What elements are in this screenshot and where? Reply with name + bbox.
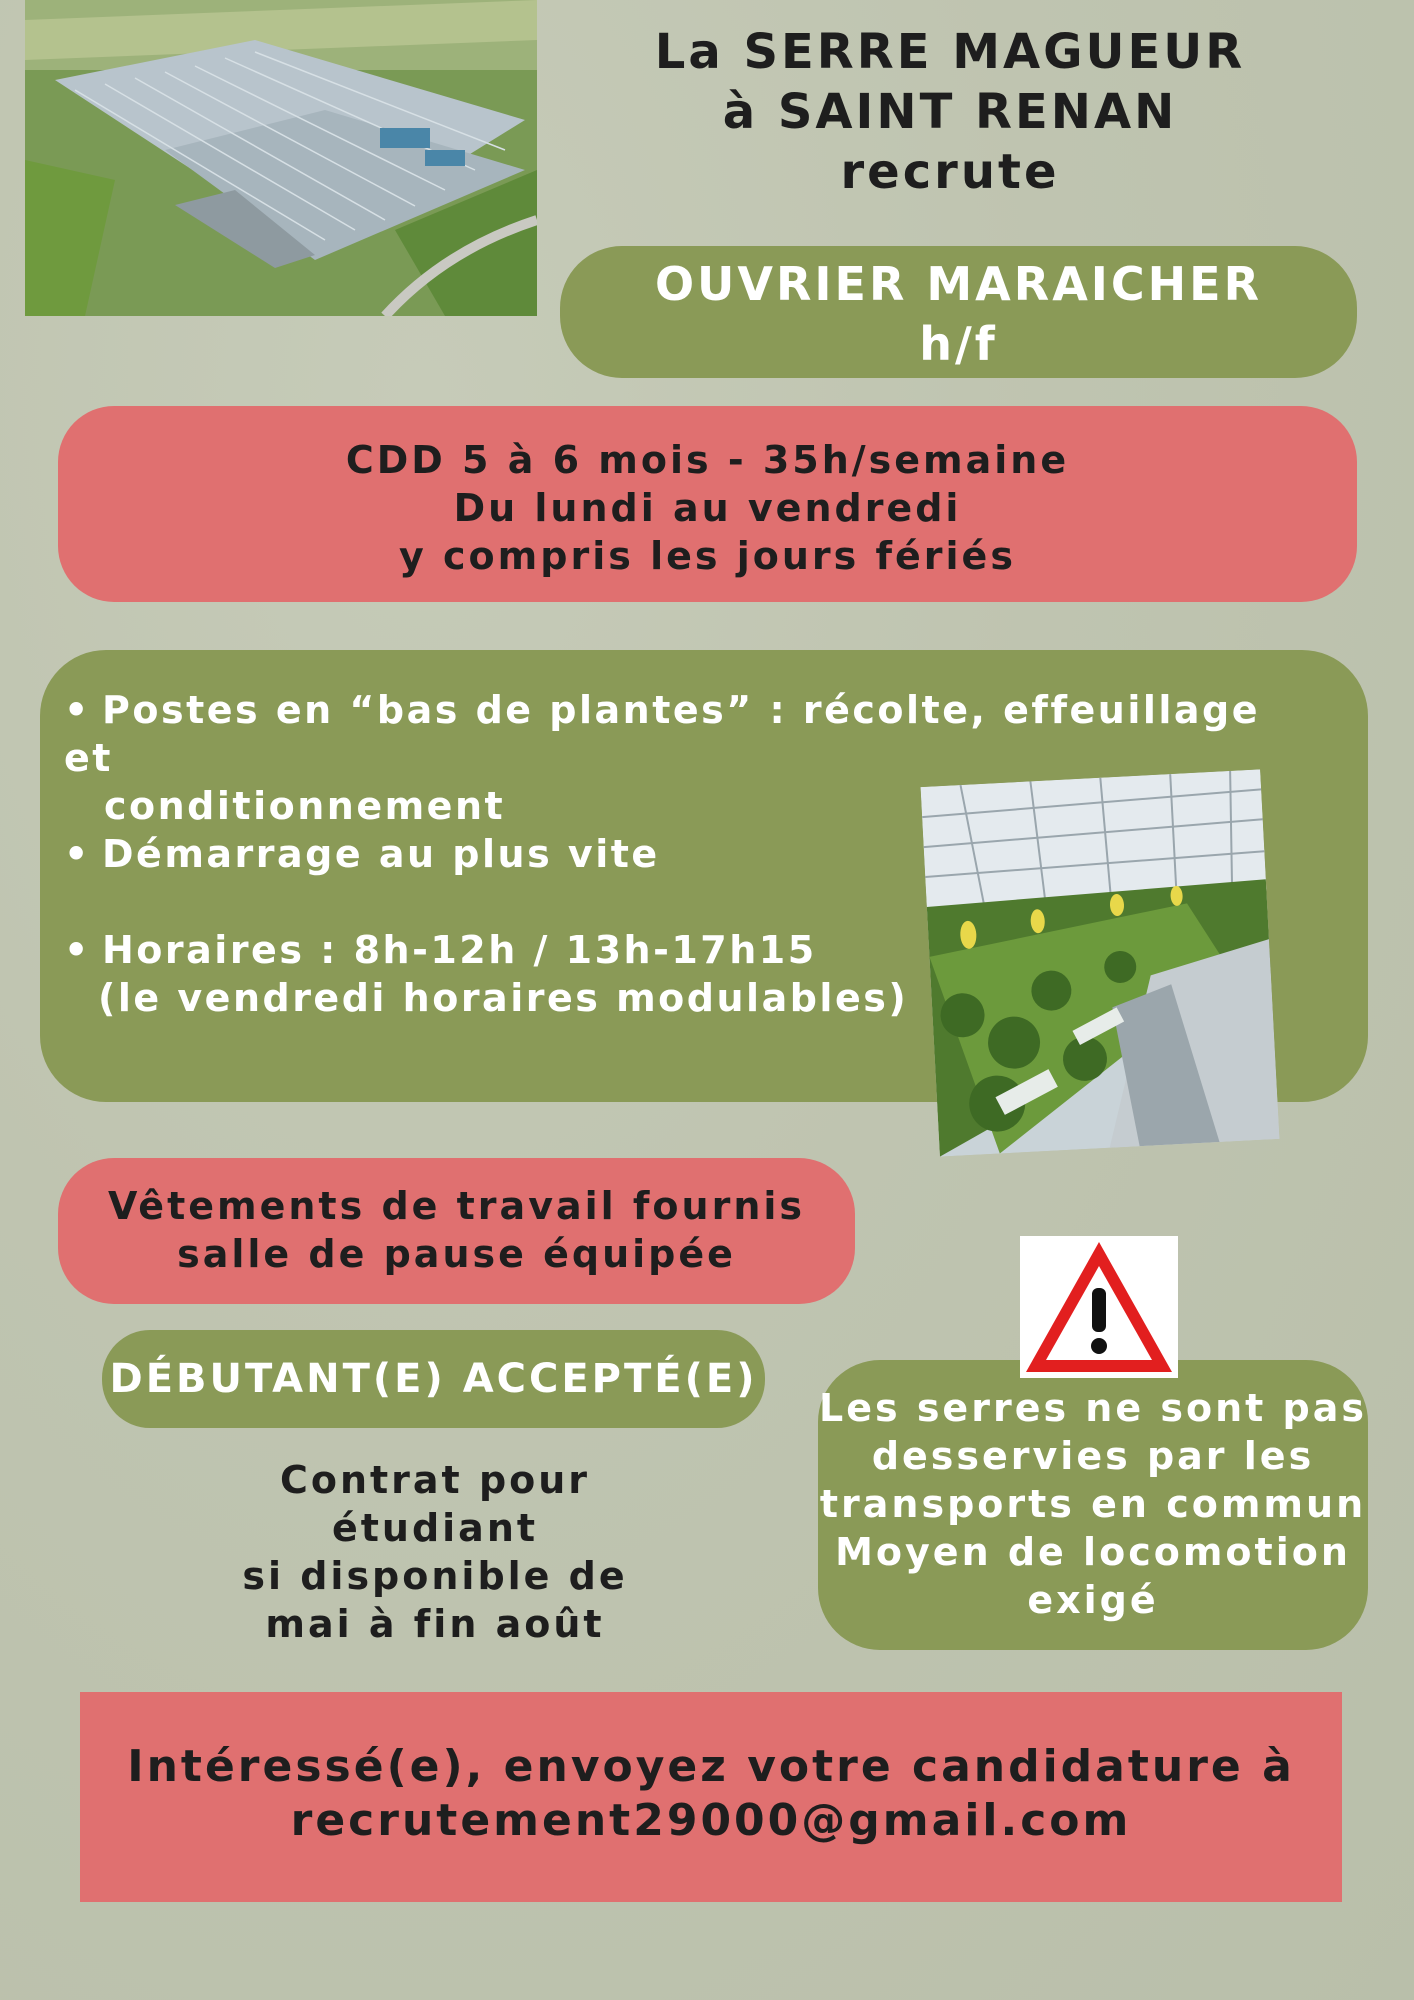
contract-holidays: y compris les jours fériés (399, 534, 1016, 578)
transport-line5: exigé (1027, 1578, 1159, 1622)
greenhouse-interior-photo (921, 769, 1280, 1156)
greenhouse-aerial-photo (25, 0, 537, 316)
student-contract-text (200, 1456, 670, 1648)
transport-warning-box (818, 1360, 1368, 1650)
perk-breakroom: salle de pause équipée (177, 1232, 736, 1276)
bullet-icon: • (64, 928, 91, 972)
heading-location: à SAINT RENAN (722, 84, 1178, 140)
detail-tasks-line2: conditionnement (104, 784, 506, 828)
job-title-pill (560, 246, 1357, 378)
student-line3: si disponible de (242, 1554, 628, 1598)
contract-days: Du lundi au vendredi (453, 486, 962, 530)
student-line4: mai à fin août (265, 1602, 605, 1646)
detail-hours-line1: Horaires : 8h-12h / 13h-17h15 (102, 928, 817, 972)
contract-duration: CDD 5 à 6 mois - 35h/semaine (345, 438, 1070, 482)
apply-text: Intéressé(e), envoyez votre candidature à (127, 1741, 1295, 1792)
beginner-accepted-pill: DÉBUTANT(E) ACCEPTÉ(E) (102, 1330, 765, 1428)
transport-line3: transports en commun (819, 1482, 1367, 1526)
detail-hours-line2: (le vendredi horaires modulables) (98, 976, 909, 1020)
bullet-icon: • (64, 688, 91, 732)
transport-line2: desservies par les (871, 1434, 1315, 1478)
page-heading (600, 22, 1300, 202)
heading-recruits: recrute (840, 144, 1060, 200)
transport-line1: Les serres ne sont pas (818, 1386, 1367, 1430)
job-gender: h/f (919, 317, 998, 371)
warning-icon (1020, 1236, 1178, 1378)
perks-box (58, 1158, 855, 1304)
bullet-icon: • (64, 832, 91, 876)
apply-box (80, 1692, 1342, 1902)
transport-line4: Moyen de locomotion (835, 1530, 1351, 1574)
job-title: OUVRIER MARAICHER (654, 257, 1263, 311)
detail-start: Démarrage au plus vite (102, 832, 660, 876)
heading-company: La SERRE MAGUEUR (654, 24, 1246, 80)
detail-tasks-line1: Postes en “bas de plantes” : récolte, effeuillage et (64, 688, 1261, 780)
student-line2: étudiant (331, 1506, 539, 1550)
student-line1: Contrat pour (279, 1458, 591, 1502)
apply-email[interactable]: recrutement29000@gmail.com (290, 1795, 1132, 1846)
perk-clothing: Vêtements de travail fournis (107, 1184, 806, 1228)
contract-box (58, 406, 1357, 602)
